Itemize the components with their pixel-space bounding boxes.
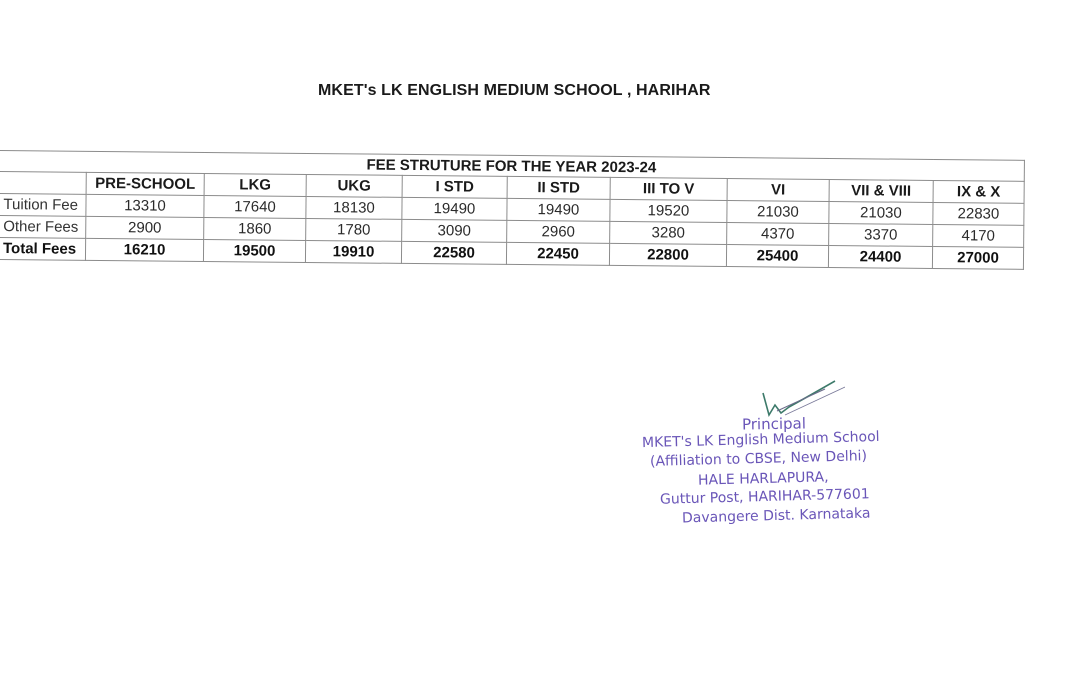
stamp-line: Davangere Dist. Karnataka [681, 505, 871, 527]
table-cell: 19910 [305, 240, 401, 263]
table-cell: 16210 [85, 238, 203, 261]
column-header: PRE-SCHOOL [86, 172, 204, 195]
column-header: I STD [402, 175, 507, 198]
stamp-line: (Affiliation to CBSE, New Delhi) [649, 448, 868, 470]
column-header-blank [0, 172, 86, 195]
column-header: LKG [204, 173, 306, 196]
table-cell: 19520 [610, 199, 727, 222]
stamp-title: Principal [741, 414, 807, 434]
school-title: MKET's LK ENGLISH MEDIUM SCHOOL , HARIHAR [318, 82, 711, 99]
table-cell: 25400 [726, 244, 828, 267]
stamp-line: Guttur Post, HARIHAR-577601 [659, 486, 870, 508]
table-cell: 22830 [933, 202, 1024, 225]
table-cell: 2960 [507, 220, 610, 243]
table-cell: 4170 [933, 224, 1024, 247]
table-cell: 18130 [306, 196, 402, 219]
table-cell: 19490 [507, 198, 610, 221]
table-cell: 2900 [86, 216, 204, 239]
column-header: III TO V [610, 177, 727, 200]
principal-stamp [640, 375, 940, 540]
fee-structure-table [0, 150, 1025, 270]
table-cell: 19490 [402, 197, 507, 220]
stamp-line: MKET's LK English Medium School [641, 428, 880, 452]
row-label: Total Fees [0, 238, 86, 261]
row-label: Tuition Fee [0, 194, 86, 217]
table-cell: 3090 [402, 219, 507, 242]
table-cell: 4370 [727, 222, 829, 245]
column-header: IX & X [933, 180, 1024, 203]
table-cell: 22580 [401, 241, 506, 264]
table-cell: 1860 [204, 217, 306, 240]
stamp-line: HALE HARLAPURA, [697, 469, 829, 489]
table-cell: 1780 [306, 218, 402, 241]
table-cell: 24400 [828, 245, 932, 268]
fee-structure-table-container [0, 150, 1026, 270]
table-cell: 22800 [609, 243, 726, 266]
table-cell: 3370 [829, 223, 933, 246]
column-header: VII & VIII [829, 179, 933, 202]
column-header: UKG [306, 174, 402, 197]
column-header: VI [727, 179, 829, 202]
table-cell: 27000 [932, 246, 1023, 269]
table-caption: FEE STRUTURE FOR THE YEAR 2023-24 [0, 151, 1024, 182]
column-header: II STD [507, 176, 610, 199]
table-cell: 21030 [727, 201, 829, 224]
table-cell: 17640 [204, 195, 306, 218]
table-cell: 13310 [86, 194, 204, 217]
table-cell: 21030 [829, 201, 933, 224]
signature-icon [755, 375, 845, 420]
table-cell: 3280 [610, 221, 727, 244]
row-label: Other Fees [0, 216, 86, 239]
table-cell: 19500 [203, 239, 305, 262]
table-cell: 22450 [506, 242, 609, 265]
